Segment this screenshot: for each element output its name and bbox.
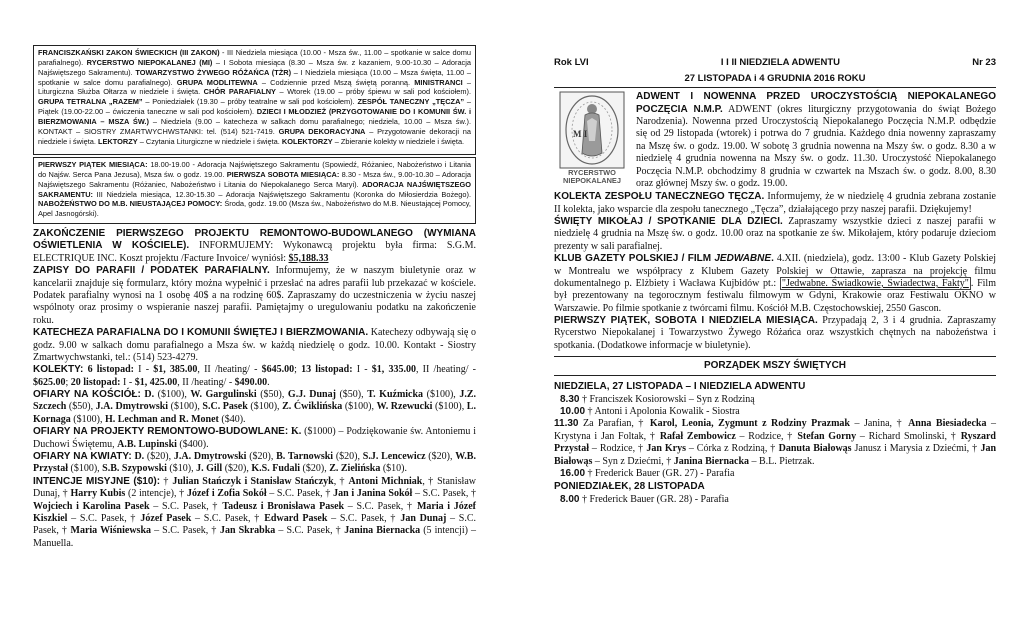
bulletin-year: Rok LVI — [554, 57, 589, 68]
right-column — [554, 45, 996, 506]
mission-intentions: INTENCJE MISYJNE ($10): † Julian Stańczyk i Stanisław Stańczyk, † Antoni Michniak, † Stanisław Dunaj, † Harry Kubis (2 intencje), † Józef i Zofia Sokół – S.C. Pasek, † Jan i Janina Sokół – S.C. Pasek, † Wojciech i Karolina Pasek – S.C. Pasek, † Tadeusz i Bronisława Pasek – S.C. Pasek, † Maria i Józef Kiszkiel – S.C. Pasek, † Józef Pasek – S.C. Pasek, † Edward Pasek – S.C. Pasek, † Jan Dunaj – S.C. Pasek, † Maria Wiśniewska – S.C. Pasek, † Jan Skrabka – S.C. Pasek, † Janina Biernacka (5 intencji) – Manuella. — [33, 475, 477, 549]
monday-heading: PONIEDZIAŁEK, 28 LISTOPADA — [554, 481, 705, 493]
advent-novena-text: ADWENT I NOWENNA PRZED UROCZYSTOŚCIĄ NIEPOKALANEGO POCZĘCIA N.M.P. ADWENT (okres liturgiczny przygotowania do świąt Bożego Narodzenia). Nowenna przed Uroczystością Niepokalanego Poczęcia N.M.P. odbędzie się od 29 listopada (wtorek) i potrwa do 7 grudnia. Każdego dnia nowenny zapraszamy na Mszę św. o godz. 19.00. W sobotę 3 grudnia nowenna na Mszy św. o godz. 8.30 a w niedzielę 4 grudnia nowenna na Mszy św. o godz. 11.30. Uroczystość Niepokalanego Poczęcia N.M.P. obchodzimy 8 grudnia w czwartek na Mszach św. o godz. 8.00, 8.30 oraz głównej Mszy św. o godz. 19.00. — [636, 91, 996, 189]
madonna-icon — [559, 91, 625, 169]
logo-caption-2: NIEPOKALANEJ — [563, 176, 621, 186]
advent-intro — [554, 91, 996, 191]
renovation-donations: OFIARY NA PROJEKTY REMONTOWO-BUDOWLANE: K. ($1000) – Podziękowanie św. Antoniemu i Duchowi Świętemu, A.B. Lupinski ($400). — [33, 426, 477, 450]
mass-entry: 8.30 † Franciszek Kosiorowski – Syn z Rodziną — [560, 393, 755, 405]
parish-registration-note: ZAPISY DO PARAFII / PODATEK PARAFIALNY. Informujemy, że w naszym biuletynie oraz w kancelarii znajduje się formularz, który można wypełnić i przesłać na adres parafii lub przekazać w kościele. Podatek parafialny wynosi na 1 osobę 40$ a na rodzinę 60$. Zapraszamy do uczestniczenia w życiu naszej wspólnoty oraz prosimy o wspieranie naszej parafii. Pamiętajmy o uregulowaniu podatku na zakończenie roku. — [33, 265, 476, 326]
mass-entry: 10.00 † Antoni i Apolonia Kowalik - Siostra — [560, 406, 740, 417]
st-nicholas-note: ŚWIĘTY MIKOŁAJ / SPOTKANIE DLA DZIECI. Zapraszamy wszystkie dzieci z naszej parafii w niedzielę 4 grudnia na Mszę św. o godz. 10.00 oraz na spotkanie ze św. Mikołajem, który podaruje dzieciom prezenty w sali parafialnej. — [554, 215, 996, 252]
film-club-note: KLUB GAZETY POLSKIEJ / FILM JEDWABNE. 4.XII. (niedziela), godz. 13:00 - Klub Gazety Polskiej w Montrealu we współpracy z Klubem Gazety Polskiej w Ottawie, zaprasza na projekcję filmu dokumentalnego p. Elżbiety i Wacława Kujbidów pt.: "Jedwabne. Świadkowie, Świadectwa, Fakty" . Film był prezentowany na tegorocznym festiwalu filmowym w Gdyni, Krakowie oraz Festiwalu OKNO w Warszawie. Po filmie spotkanie z twórcami filmu. Kościół M.B. Częstochowskiej, 2550 Gascon. — [554, 253, 996, 314]
lighting-project-note: ZAKOŃCZENIE PIERWSZEGO PROJEKTU REMONTOWO-BUDOWLANEGO (WYMIANA OŚWIETLENIA W KOŚCIELE). INFORMUJEMY: Wykonawcą projektu była firma: S.G.M. ELECTRIQUE INC. Koszt projektu /Facture Invoice/ wyniósł: $5,188.33 — [33, 228, 477, 264]
catechesis-note: KATECHEZA PARAFIALNA DO I KOMUNII ŚWIĘTEJ I BIERZMOWANIA. Katechezy odbywają się o godz. 9.00 w salkach domu parafialnego a Msza św. w każdą niedzielę o godz. 10.00. Kontakt - Siostry Zmartwychwstanki, tel.: (514) 523-4279. — [33, 327, 476, 363]
dance-collection-note: KOLEKTA ZESPOŁU TANECZNEGO TĘCZA. Informujemy, że w niedzielę 4 grudnia zebrana zostanie II kolekta, jako wsparcie dla zespołu tanecznego „Tęcza”, działającego przy naszej parafii. Dziękujemy! — [554, 191, 996, 215]
left-column — [33, 45, 476, 550]
sunday-heading: NIEDZIELA, 27 LISTOPADA – I NIEDZIELA ADWENTU — [554, 381, 806, 393]
church-donations: OFIARY NA KOŚCIÓŁ: D. ($100), W. Gargulinski ($50), G.J. Dunaj ($50), T. Kuźmicka ($100), J.Z. Szczech ($50), J.A. Dmytrowski ($100), S.C. Pasek ($100), Z. Ćwiklińska ($100), W. Rzewucki ($100), L. Kornaga ($100), H. Lechman and R. Monet ($40). — [33, 389, 476, 425]
parish-groups-box: FRANCISZKAŃSKI ZAKON ŚWIECKICH (III ZAKON) - III Niedziela miesiąca (10.00 - Msza św., 11.00 – spotkanie w salce domu parafialnego). RYCERSTWO NIEPOKALANEJ (MI) – I Sobota miesiąca (8.30 – Msza św. z kazaniem, 9.00-10.30 – Adoracja Najświętszego Sakramentu). TOWARZYSTWO ŻYWEGO RÓŻAŃCA (TŻR) – I Niedziela miesiąca (10.00 – Msza święta, 11.00 – spotkanie w salce domu parafialnego). GRUPA MODLITEWNA – Codziennie przed Mszą świętą poranną. MINISTRANCI – Liturgiczna Służba Ołtarza w niedziele i święta. CHÓR PARAFIALNY – Wtorek (19.00 – próby śpiewu w sali pod kościołem). GRUPA TETRALNA „RAZEM” – Poniedziałek (19.30 – próby teatralne w sali pod kościołem). ZESPÓŁ TANECZNY „TĘCZA” – Piątek (19.00-22.00 – ćwiczenia taneczne w sali pod kościołem). DZIECI I MŁODZIEŻ (PRZYGOTOWANIE DO I KOMUNII ŚW. i BIERZMOWANIA – MSZA ŚW.) – Niedziela (9.00 – katecheza w salkach domu parafialnego; niedziela, 10.00 – Msza św.). KONTAKT – SIOSTRY ZMARTWYCHWSTANKI: tel. (514) 521-7419. GRUPA DEKORACYJNA – Przygotowanie dekoracji na niedziele i święta. LEKTORZY – Czytania Liturgiczne w niedziele i święta. KOLEKTORZY – Zbieranie kolekty w niedziele i święta. — [33, 45, 476, 155]
mass-entry: 16.00 † Frederick Bauer (GR. 27) - Parafia — [560, 467, 735, 479]
bulletin-title: I I II NIEDZIELA ADWENTU — [720, 57, 840, 68]
bulletin-number: Nr 23 — [972, 57, 996, 68]
logo-caption-1: RYCERSTWO — [568, 168, 616, 178]
mass-schedule-title: PORZĄDEK MSZY ŚWIĘTYCH — [554, 356, 996, 376]
rycerstwo-logo — [554, 91, 630, 191]
monthly-devotions-box: PIERWSZY PIĄTEK MIESIĄCA: 18.00-19.00 - Adoracja Najświętszego Sakramentu (Spowiedź, Różaniec, Nabożeństwo i Litania do Najśw. Serca Pana Jezusa), Msza św. o godz. 19.00. PIERWSZA SOBOTA MIESIĄCA: 8.30 - Msza św., 9.00-10.30 – Adoracja Najświętszego Sakramentu (Różaniec, Nabożeństwo i Litania do Niepokalanego Serca Maryi). ADORACJA NAJŚWIĘTSZEGO SAKRAMENTU: III Niedziela miesiąca, 12.30-15.30 – Adoracja Najświętszego Sakramentu (Koronka do Miłosierdzia Bożego). NABOŻEŃSTWO DO M.B. NIEUSTAJĄCEJ POMOCY: Środa, godz. 19.00 (Msza św., Nabożeństwo do M.B. Nieustającej Pomocy, Apel Jasnogórski). — [33, 157, 476, 224]
mass-entry: 11.30 Za Parafian, † Karol, Leonia, Zygmunt z Rodziny Prazmak – Janina, † Anna Biesiadecka – Krystyna i Jan Foltak, † Rafał Zembowicz – Rodzice, † Stefan Gorny – Richard Smolinski, † Ryszard Przystał – Rodzice, † Jan Krys – Córka z Rodziną, † Danuta Białowąs Janusz i Marysia z Dziećmi, † Jan Białowąs – Syn z Dziećmi, † Janina Biernacka – B.L. Pietrzak. — [554, 418, 997, 467]
bulletin-dates: 27 LISTOPADA i 4 GRUDNIA 2016 ROKU — [554, 73, 996, 89]
left-announcements — [33, 228, 476, 550]
logo-letter-m: M I — [573, 129, 588, 140]
bulletin-header — [554, 57, 996, 69]
first-friday-note: PIERWSZY PIĄTEK, SOBOTA I NIEDZIELA MIESIĄCA. Przypadają 2, 3 i 4 grudnia. Zapraszamy Rycerstwo Niepokalanej i Towarzystwo Żywego Różańca oraz wszystkich chętnych na nabożeństwa i spotkania. (Dodatkowe informacje w biuletynie). — [554, 315, 996, 351]
mass-entry: 8.00 † Frederick Bauer (GR. 28) - Parafia — [560, 493, 729, 505]
flower-donations: OFIARY NA KWIATY: D. ($20), J.A. Dmytrowski ($20), B. Tarnowski ($20), S.J. Lencewicz ($20), W.B. Przystał ($100), S.B. Szypowski ($10), J. Gill ($20), K.S. Fudali ($20), Z. Zielińska ($10). — [33, 451, 476, 475]
collections-note: KOLEKTY: 6 listopad: I - $1, 385.00, II /heating/ - $645.00; 13 listopad: I - $1, 335.00, II /heating/ - $625.00; 20 listopad: I - $1, 425.00, II /heating/ - $490.00. — [33, 364, 476, 388]
